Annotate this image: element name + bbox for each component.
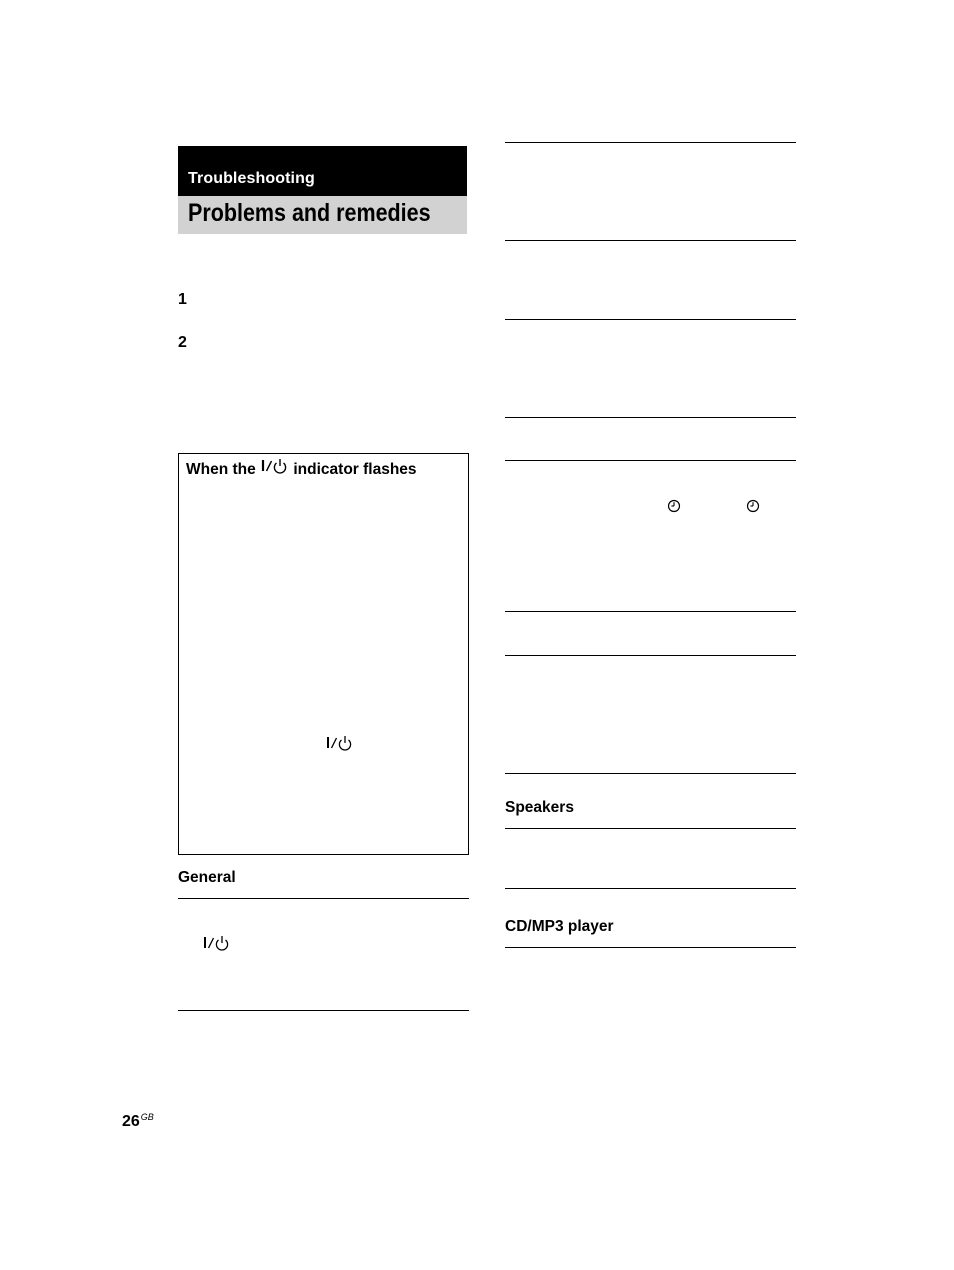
section-heading-general: General xyxy=(178,869,236,886)
page-title: Problems and remedies xyxy=(188,199,431,227)
step-number-1: 1 xyxy=(178,291,187,308)
rule xyxy=(505,460,796,461)
rule xyxy=(505,240,796,241)
rule xyxy=(505,417,796,418)
rule xyxy=(178,1010,469,1011)
heading-prefix: When the xyxy=(186,461,261,478)
power-indicator-icon xyxy=(202,935,231,951)
rule xyxy=(178,898,469,899)
page-number xyxy=(122,1112,154,1131)
indicator-flash-box xyxy=(178,453,469,855)
rule xyxy=(505,142,796,143)
rule xyxy=(505,611,796,612)
section-heading-speakers: Speakers xyxy=(505,799,574,816)
rule xyxy=(505,773,796,774)
indicator-box-heading xyxy=(186,458,417,479)
power-indicator-icon xyxy=(325,735,354,751)
section-label: Troubleshooting xyxy=(188,170,315,187)
page-number-value: 26 xyxy=(122,1113,140,1130)
rule xyxy=(505,828,796,829)
clock-icon xyxy=(746,499,760,513)
heading-suffix: indicator flashes xyxy=(289,461,417,478)
step-number-2: 2 xyxy=(178,334,187,351)
rule xyxy=(505,655,796,656)
rule xyxy=(505,947,796,948)
page-number-suffix: GB xyxy=(140,1112,154,1122)
section-heading-cd-mp3: CD/MP3 player xyxy=(505,918,614,935)
rule xyxy=(505,888,796,889)
rule xyxy=(505,319,796,320)
power-indicator-icon xyxy=(260,458,289,474)
clock-icon xyxy=(667,499,681,513)
